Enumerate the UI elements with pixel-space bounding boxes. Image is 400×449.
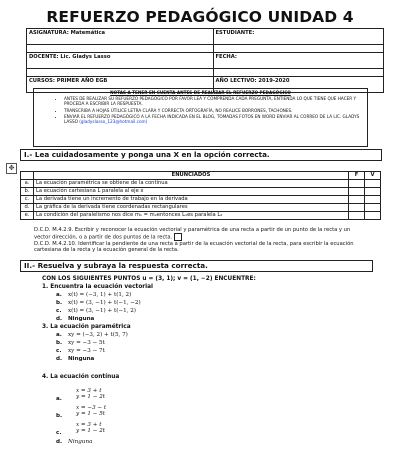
answer-f-cell[interactable] (349, 212, 365, 220)
option-item[interactable]: a. x(t) = (−3, 1) + t(1, 2) (56, 292, 132, 298)
criterion-m429: D.C.D. M.4.2.9. Escribir y reconocer la ecuación vectorial y paramétrica de una recta a partir de un punto de la recta y un vector dirección, o a partir de dos puntos de la recta. (34, 227, 351, 241)
option-item[interactable]: d. Ninguna (56, 316, 95, 322)
note-item: • ANTES DE REALIZAR SU REFUERZO PEDAGÓGICO POR FAVOR LEA Y COMPRENDA CADA PREGUNTA, ENTIENDA LO QUE TIENE QUE HACER Y PROCEDA A ESCRIBIR LA RESPUESTA. (64, 96, 367, 106)
equation-system: x = −3 − t y = 1 − 5t (76, 405, 107, 417)
table-row: a. La ecuación paramétrica se obtiene de la contínua (21, 180, 381, 188)
criterion-m4210: D.C.D. M.4.2.10. Identificar la pendiente de una recta a partir de la ecuación vectorial de la recta, para escribir la ecuación cartesiana de la recta y la ecuación general de la recta. (34, 241, 354, 253)
answer-f-cell[interactable] (349, 188, 365, 196)
subject-cell: ASIGNATURA: Matemática (27, 29, 214, 45)
teacher-cell: DOCENTE: Lic. Gladys Lasso (27, 53, 214, 69)
answer-v-cell[interactable] (365, 204, 381, 212)
notes-heading: NOTAS A TENER EN CUENTA ANTES DE REALIZAR EL REFUERZO PEDAGÓGICO (110, 90, 291, 95)
option-item[interactable]: c. x(t) = (3, −1) + t(−1, 2) (56, 308, 136, 314)
table-row: c. La derivada tiene un incremento de trabajo en la derivada (21, 196, 381, 204)
note-item: • TRANSCRIBA A HOJAS ÚTILICE LETRA CLARA Y CORRECTA ORTOGRAFÍA, NO REALICE BORRONES, TACHONES. (64, 108, 367, 113)
table-row: e. La condición del paralelismo nos dice m₁ = m₂entonces L₁es paralela L₂ (21, 212, 381, 220)
answer-f-cell[interactable] (349, 204, 365, 212)
table-move-handle-icon[interactable]: ✥ (6, 163, 17, 174)
option-letter[interactable]: b. (56, 413, 63, 419)
question-2-label: 3. La ecuación paramétrica (42, 324, 131, 330)
section-1-heading: I.- Lea cuidadosamente y ponga una X en la opción correcta. (20, 149, 382, 161)
answer-v-cell[interactable] (365, 180, 381, 188)
notes-list (34, 96, 367, 124)
answer-v-cell[interactable] (365, 188, 381, 196)
question-1-label: 1. Encuentra la ecuación vectorial (42, 284, 154, 290)
question-3-label: 4. La ecuación contínua (42, 374, 120, 380)
equation-system: x = 3 + t y = 1 − 2t (76, 388, 106, 400)
student-info-table (26, 28, 384, 93)
document-title: REFUERZO PEDAGÓGICO UNIDAD 4 (46, 8, 354, 26)
column-f-header: F (349, 172, 365, 180)
true-false-table (20, 171, 381, 220)
student-cell: ESTUDIANTE: (213, 29, 383, 45)
answer-f-cell[interactable] (349, 196, 365, 204)
option-item[interactable]: a. xy = (−3, 2) + t(5, 7) (56, 332, 128, 338)
option-letter[interactable]: a. (56, 396, 62, 402)
column-v-header: V (365, 172, 381, 180)
answer-v-cell[interactable] (365, 196, 381, 204)
course-cell: CURSOS: PRIMER AÑO EGB (27, 77, 214, 93)
option-letter[interactable]: c. (56, 430, 62, 436)
table-header: ENUNCIADOS (34, 172, 349, 180)
checkbox[interactable] (174, 233, 182, 241)
note-item: • ENVIAR EL REFUERZO PEDAGÓGICO A LA FECHA INDICADA EN EL BLOG, TOMADAS FOTOS EN WORD ENVIAR AL CORREO DE LA LIC. GLADYS LASSO (gladyslasso_123@hotmail.com) (64, 114, 367, 124)
table-row: b. La ecuación cartesiana L paralela al eje x (21, 188, 381, 196)
answer-f-cell[interactable] (349, 180, 365, 188)
option-item[interactable]: d. Ninguna (56, 356, 95, 362)
equation-system: x = 3 + t y = 1 − 2t (76, 422, 106, 434)
option-item[interactable]: c. xy = −3 − 7t (56, 348, 105, 354)
teacher-email: (gladyslasso_123@hotmail.com) (79, 119, 148, 125)
answer-v-cell[interactable] (365, 212, 381, 220)
table-row: d. La gráfica de la derivada tiene coordenadas rectangulares (21, 204, 381, 212)
section-2-heading: II.- Resuelva y subraya la respuesta correcta. (20, 260, 373, 272)
notes-box (33, 88, 368, 147)
option-item[interactable]: b. x(t) = (3, −1) + t(−1, −2) (56, 300, 141, 306)
school-year-cell: AÑO LECTIVO: 2019-2020 (213, 77, 383, 93)
option-item[interactable]: d. Ninguna (56, 439, 93, 445)
date-cell: FECHA: (213, 53, 383, 69)
option-item[interactable]: b. xy = −3 − 5t (56, 340, 105, 346)
points-intro: CON LOS SIGUIENTES PUNTOS u = (3, 1); v = (1, −2) ENCUENTRE: (42, 276, 256, 282)
skill-criteria (34, 227, 364, 253)
